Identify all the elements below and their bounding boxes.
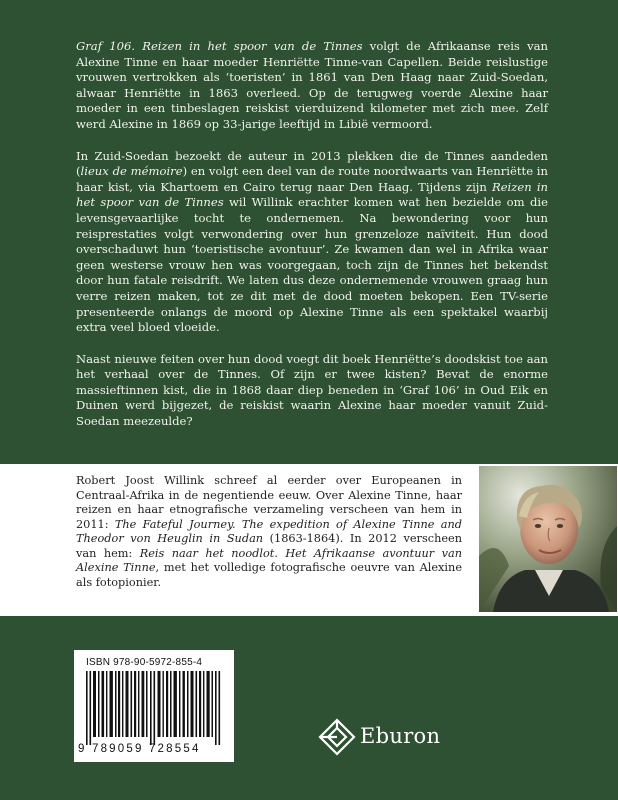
author-portrait — [479, 466, 617, 612]
eburon-diamond-logo-icon — [318, 718, 356, 758]
ean-digits: 9 789059 728554 — [78, 743, 201, 755]
publisher-logo — [318, 716, 458, 760]
author-bio: Robert Joost Willink schreef al eerder over Europeanen in Centraal-Afrika in de negentiende eeuw. Over Alexine Tinne, haar reizen en haar etnografische verzameling verscheen van hem in 2011: The Fateful Journey. The expedition of Alexine Tinne and Theodor von Heuglin in Sudan (1863-1864). In 2012 verscheen van hem: Reis naar het noodlot. Het Afrikaanse avontuur van Alexine Tinne, met het volledige fotografische oeuvre van Alexine als fotopionier. — [76, 474, 462, 589]
blurb-paragraph-3: Naast nieuwe feiten over hun dood voegt dit boek Henriëtte’s doodskist toe aan het verhaal over de Tinnes. Of zijn er twee kisten? Bevat de enorme massieftinnen kist, die in 1868 daar diep beneden in ‘Graf 106’ in Oud Eik en Duinen werd bijgezet, de reiskist waarin Alexine haar moeder vanuit Zuid-Soedan meezeulde? — [76, 351, 548, 429]
barcode-bars — [82, 671, 226, 745]
blurb-paragraph-1: Graf 106. Reizen in het spoor van de Tinnes volgt de Afrikaanse reis van Alexine Tinne en haar moeder Henriëtte Tinne-van Capellen. Beide reislustige vrouwen vertrokken als ‘toeristen’ in 1861 van Den Haag naar Zuid-Soedan, alwaar Henriëtte in 1863 overleed. Op de terugweg voerde Alexine haar moeder in een tinbeslagen reiskist vierduizend kilometer met zich mee. Zelf werd Alexine in 1869 op 33-jarige leeftijd in Libië vermoord. — [76, 39, 548, 131]
blurb-paragraph-2: In Zuid-Soedan bezoekt de auteur in 2013 plekken die de Tinnes aandeden (lieux de mémoire) en volgt een deel van de route noordwaarts van Henriëtte in haar kist, via Khartoem en Cairo terug naar Den Haag. Tijdens zijn Reizen in het spoor van de Tinnes wil Willink erachter komen wat hen bezielde om die levensgevaarlijke tocht te ondernemen. Na bewondering voor hun reisprestaties volgt verwondering over hun grenzeloze naïviteit. Hun dood overschaduwt hun ‘toeristische avontuur’. Ze kwamen dan wel in Afrika waar geen westerse vrouw hen was voorgegaan, toch zijn de Tinnes het bekendst door hun fatale reisdrift. We laten dus deze ondernemende vrouwen graag hun verre reizen maken, tot ze dit met de dood moeten bekopen. Een TV-serie presenteerde onlangs de moord op Alexine Tinne als een spektakel waarbij extra veel bloed vloeide. — [76, 148, 548, 335]
isbn-label: ISBN 978-90-5972-855-4 — [86, 657, 203, 668]
barcode — [74, 650, 234, 762]
publisher-name: Eburon — [360, 724, 441, 748]
portrait-illustration — [479, 466, 617, 612]
blurb-text — [76, 39, 548, 446]
